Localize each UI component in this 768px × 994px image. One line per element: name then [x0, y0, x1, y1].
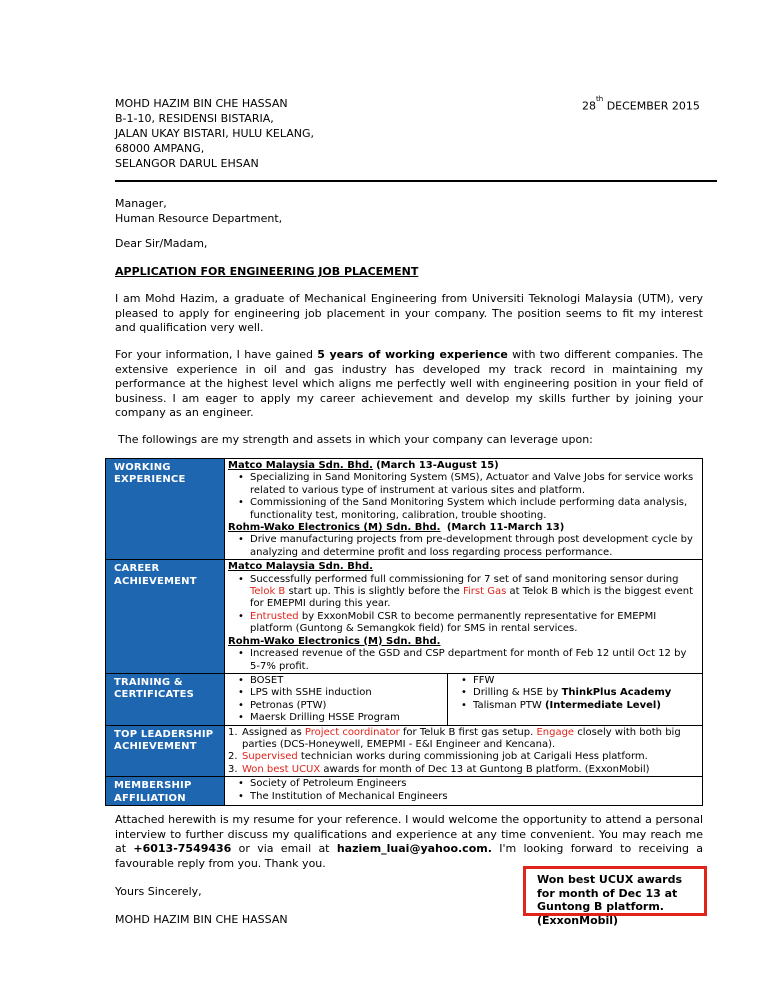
list-item: • Successfully performed full commissioning for 7 set of sand monitoring sensor during Telok B start up. This is slightly before the First Gas at Telok B which is the biggest event for EMEPMI during this year. — [240, 574, 699, 611]
email-address: haziem_luai@yahoo.com. — [336, 842, 492, 856]
company-name: Rohm-Wako Electronics (M) Sdn. Bhd. — [228, 635, 441, 647]
list-item: • Society of Petroleum Engineers — [240, 778, 699, 790]
list-item: • Entrusted by ExxonMobil CSR to become permanently representative for EMEPMI platform (Guntong & Semangkok field) for SMS in rental services. — [240, 611, 699, 636]
sender-block — [115, 96, 314, 171]
row-label-line: AFFILIATION — [114, 792, 186, 804]
list-item: 1. Assigned as Project coordinator for Teluk B first gas setup. Engage closely with both big parties (DCS-Honeywell, EMEPMI - E&I Engineer and Kencana). — [228, 726, 681, 750]
table-row — [106, 560, 703, 674]
company-name: Matco Malaysia Sdn. Bhd. — [228, 460, 373, 471]
sender-address-line: 68000 AMPANG, — [115, 142, 205, 155]
table-row — [106, 725, 703, 777]
experience-paragraph — [115, 348, 703, 421]
sender-address-line: SELANGOR DARUL EHSAN — [115, 157, 259, 170]
header-divider — [115, 180, 717, 182]
date-month-year: DECEMBER 2015 — [606, 99, 700, 113]
list-item: • LPS with SSHE induction — [240, 687, 444, 699]
highlight-text: Engage — [536, 726, 575, 738]
table-row — [106, 777, 703, 806]
row-label — [106, 459, 225, 560]
list-item: 3. Won best UCUX awards for month of Dec 13 at Guntong B platform. (ExxonMobil) — [228, 763, 650, 775]
strengths-intro: The followings are my strength and assets in which your company can leverage upon: — [118, 433, 593, 446]
row-content — [225, 560, 703, 674]
row-content — [225, 673, 703, 725]
recipient-line: Human Resource Department, — [115, 212, 283, 225]
list-item: • The Institution of Mechanical Engineers — [240, 791, 699, 803]
subject-line: APPLICATION FOR ENGINEERING JOB PLACEMENT — [115, 265, 419, 278]
strengths-table — [105, 458, 703, 806]
highlight-callout: Won best UCUX awards for month of Dec 13 at Guntong B platform. (ExxonMobil) — [523, 866, 707, 916]
list-item: • Commissioning of the Sand Monitoring System which include performing data analysis, functionality test, monitoring, calibration, trouble shooting. — [240, 497, 699, 522]
date-suffix: th — [596, 95, 604, 103]
list-item: • Drive manufacturing projects from pre-development through post development cycle by analyzing and determine profit and loss regarding process performance. — [240, 534, 699, 559]
row-label-line: MEMBERSHIP — [114, 780, 192, 792]
company-dates: (March 13-August 15) — [376, 460, 499, 471]
row-label-line: TOP LEADERSHIP — [114, 728, 214, 740]
sender-address-line: JALAN UKAY BISTARI, HULU KELANG, — [115, 127, 314, 140]
highlight-text: Entrusted — [250, 610, 299, 622]
list-item: • Specializing in Sand Monitoring System (SMS), Actuator and Valve Jobs for service works related to various type of instrument at various sites and platform. — [240, 472, 699, 497]
row-label — [106, 777, 225, 806]
row-label-line: EXPERIENCE — [114, 474, 186, 486]
sender-name: MOHD HAZIM BIN CHE HASSAN — [115, 97, 288, 110]
row-label-line: TRAINING & — [114, 676, 183, 688]
recipient-block — [115, 196, 282, 226]
date-day: 28 — [582, 99, 596, 113]
company-name: Rohm-Wako Electronics (M) Sdn. Bhd. — [228, 522, 441, 534]
list-item: 2. Supervised technician works during commissioning job at Carigali Hess platform. — [228, 751, 648, 763]
list-item: • Drilling & HSE by ThinkPlus Academy — [463, 687, 671, 699]
row-label-line: CERTIFICATES — [114, 689, 195, 701]
list-item: • BOSET — [240, 675, 444, 687]
row-label-line: WORKING — [114, 462, 171, 473]
intro-paragraph: I am Mohd Hazim, a graduate of Mechanical Engineering from Universiti Teknologi Malaysia (UTM), very pleased to apply for engineering job placement in your company. The position seems to fit my interest and qualification very well. — [115, 292, 703, 335]
table-row — [106, 459, 703, 560]
highlight-text: Project coordinator — [304, 726, 400, 738]
row-content — [225, 725, 703, 777]
company-name: Matco Malaysia Sdn. Bhd. — [228, 561, 373, 573]
row-content — [225, 777, 703, 806]
company-dates: (March 11-March 13) — [446, 522, 565, 534]
experience-text: For your information, I have gained — [115, 348, 318, 361]
list-item: • Petronas (PTW) — [240, 700, 444, 712]
signature-name: MOHD HAZIM BIN CHE HASSAN — [115, 913, 288, 926]
highlight-text: Supervised — [242, 751, 298, 763]
table-row — [106, 673, 703, 725]
list-item: • FFW — [463, 675, 671, 687]
highlight-text: Telok B — [250, 586, 286, 598]
row-label-line: ACHIEVEMENT — [114, 575, 197, 587]
list-item: • Maersk Drilling HSSE Program — [240, 712, 444, 724]
row-label-line: ACHIEVEMENT — [114, 740, 197, 752]
row-label-line: CAREER — [114, 563, 160, 575]
list-item: • Talisman PTW (Intermediate Level) — [463, 700, 671, 712]
row-label — [106, 560, 225, 674]
salutation: Dear Sir/Madam, — [115, 237, 208, 250]
list-item: • Increased revenue of the GSD and CSP department for month of Feb 12 until Oct 12 by 5-7% profit. — [240, 648, 699, 673]
row-content — [225, 459, 703, 560]
closing-paragraph: Attached herewith is my resume for your reference. I would welcome the opportunity to attend a personal interview to further discuss my qualifications and experience at any time convenient. You may reach me at +6013-7549436 or via email at haziem_luai@yahoo.com. I'm looking forward to receiving a favourable reply from you. Thank you. — [115, 813, 703, 870]
phone-number: +6013-7549436 — [133, 842, 232, 856]
row-label — [106, 673, 225, 725]
highlight-text: First Gas — [462, 586, 507, 598]
highlight-text: Won best UCUX — [242, 763, 321, 775]
row-label — [106, 725, 225, 777]
letter-date — [582, 96, 700, 114]
experience-text: with two different companies. The extensive experience in oil and gas industry has developed my track record in maintaining my performance at the highest level which aligns me perfectly well with engineering position in your field of business. I am eager to apply my career achievement and develop my skills further by joining your company as an engineer. — [115, 348, 703, 420]
sender-address-line: B-1-10, RESIDENSI BISTARIA, — [115, 112, 274, 125]
signoff: Yours Sincerely, — [115, 885, 202, 898]
experience-highlight: 5 years of working experience — [317, 348, 508, 361]
recipient-line: Manager, — [115, 197, 167, 210]
